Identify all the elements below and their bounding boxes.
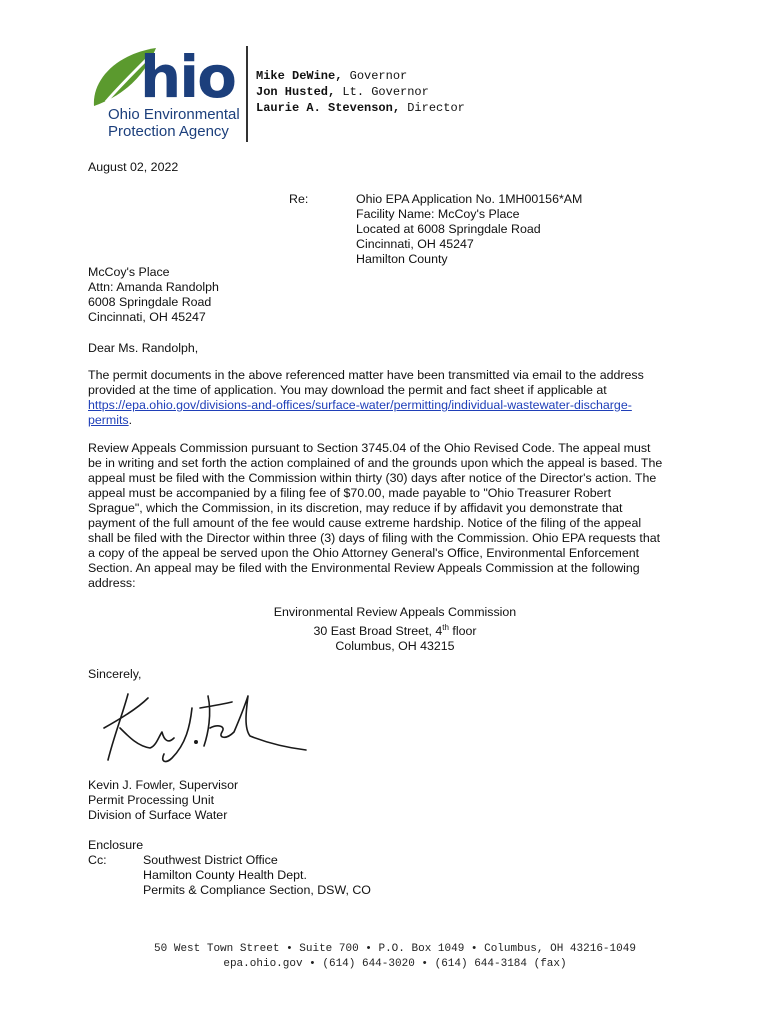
salutation: Dear Ms. Randolph,: [88, 341, 199, 355]
recipient-line: McCoy's Place: [88, 265, 170, 279]
letterhead-divider: [246, 46, 248, 142]
handwritten-signature: [100, 688, 310, 770]
paragraph-line: Review Appeals Commission pursuant to Section 3745.04 of the Ohio Revised Code. The appeal must: [88, 441, 651, 455]
signer-division: Division of Surface Water: [88, 808, 228, 822]
commission-city: Columbus, OH 43215: [335, 639, 455, 654]
agency-line-1: Ohio Environmental: [108, 106, 240, 123]
re-line: Hamilton County: [356, 252, 448, 266]
re-block: [356, 192, 582, 267]
re-line: Cincinnati, OH 45247: [356, 237, 474, 251]
paragraph-line: appeal must be accompanied by a filing fee of $70.00, made payable to "Ohio Treasurer Robert: [88, 486, 612, 500]
recipient-line: Cincinnati, OH 45247: [88, 310, 206, 324]
cc-label: Cc:: [88, 853, 107, 867]
cc-item: Southwest District Office: [143, 853, 278, 867]
footer-address: 50 West Town Street • Suite 700 • P.O. Box 1049 • Columbus, OH 43216-1049: [154, 943, 636, 955]
official-lt-governor: Jon Husted, Lt. Governor: [256, 85, 429, 99]
recipient-line: 6008 Springdale Road: [88, 295, 212, 309]
official-governor: Mike DeWine, Governor: [256, 69, 408, 83]
cc-item: Hamilton County Health Dept.: [143, 868, 307, 882]
footer-contact: epa.ohio.gov • (614) 644-3020 • (614) 644-3184 (fax): [223, 958, 567, 970]
paragraph-line: The permit documents in the above referenced matter have been transmitted via email to the address: [88, 368, 644, 382]
commission-name: Environmental Review Appeals Commission: [273, 605, 517, 619]
enclosure-label: Enclosure: [88, 838, 144, 852]
paragraph-appeal: [88, 441, 662, 591]
paragraph-line: be in writing and set forth the action complained of and the grounds upon which the appeal is based. The: [88, 456, 663, 470]
paragraph-transmittal: The permit documents in the above referenced matter have been transmitted via email to the address provided at the time of application. You may download the permit and fact sheet if applicable at https://epa.ohio.gov/divisions-and-offices/surface-water/permitting/individual-wastewater-discharge- permits.: [88, 368, 644, 427]
commission-street: 30 East Broad Street, 4th floor: [313, 623, 477, 639]
officials-list: [256, 68, 465, 116]
paragraph-line: appeal must be filed with the Commission within thirty (30) days after notice of the Director's action. The: [88, 471, 657, 485]
official-director: Laurie A. Stevenson, Director: [256, 101, 465, 115]
recipient-line: Attn: Amanda Randolph: [88, 280, 219, 294]
paragraph-line: payment of the full amount of the fee would cause extreme hardship. Notice of the filing of the appeal: [88, 516, 642, 530]
permits-download-link-cont[interactable]: permits: [88, 413, 129, 427]
paragraph-line: Sprague", which the Commission, in its discretion, may reduce if by affidavit you demonstrate that: [88, 501, 623, 515]
paragraph-line: address:: [88, 576, 136, 590]
re-line: Facility Name: McCoy's Place: [356, 207, 520, 221]
paragraph-line: provided at the time of application. You may download the permit and fact sheet if applicable at: [88, 383, 607, 397]
signer-unit: Permit Processing Unit: [88, 793, 215, 807]
paragraph-line: Section. An appeal may be filed with the Environmental Review Appeals Commission at the following: [88, 561, 640, 575]
signer-block: [88, 778, 238, 823]
re-line: Located at 6008 Springdale Road: [356, 222, 541, 236]
permits-download-link[interactable]: https://epa.ohio.gov/divisions-and-offices/surface-water/permitting/individual-wastewater-discharge-: [88, 398, 632, 412]
letter-date: August 02, 2022: [88, 160, 179, 174]
commission-address: [0, 605, 770, 654]
agency-name: [108, 106, 240, 140]
logo-wordmark: hio: [140, 43, 236, 111]
recipient-address: [88, 265, 219, 325]
signer-name: Kevin J. Fowler, Supervisor: [88, 778, 239, 792]
closing: Sincerely,: [88, 667, 142, 681]
footer: [0, 942, 770, 972]
re-label: Re:: [289, 192, 309, 206]
re-line: Ohio EPA Application No. 1MH00156*AM: [356, 192, 583, 206]
paragraph-line: a copy of the appeal be served upon the Ohio Attorney General's Office, Environmental Enforcement: [88, 546, 640, 560]
paragraph-line: shall be filed with the Director within three (3) days of filing with the Commission. Ohio EPA requests that: [88, 531, 661, 545]
cc-list: [143, 853, 371, 898]
cc-item: Permits & Compliance Section, DSW, CO: [143, 883, 371, 897]
agency-line-2: Protection Agency: [108, 123, 229, 140]
